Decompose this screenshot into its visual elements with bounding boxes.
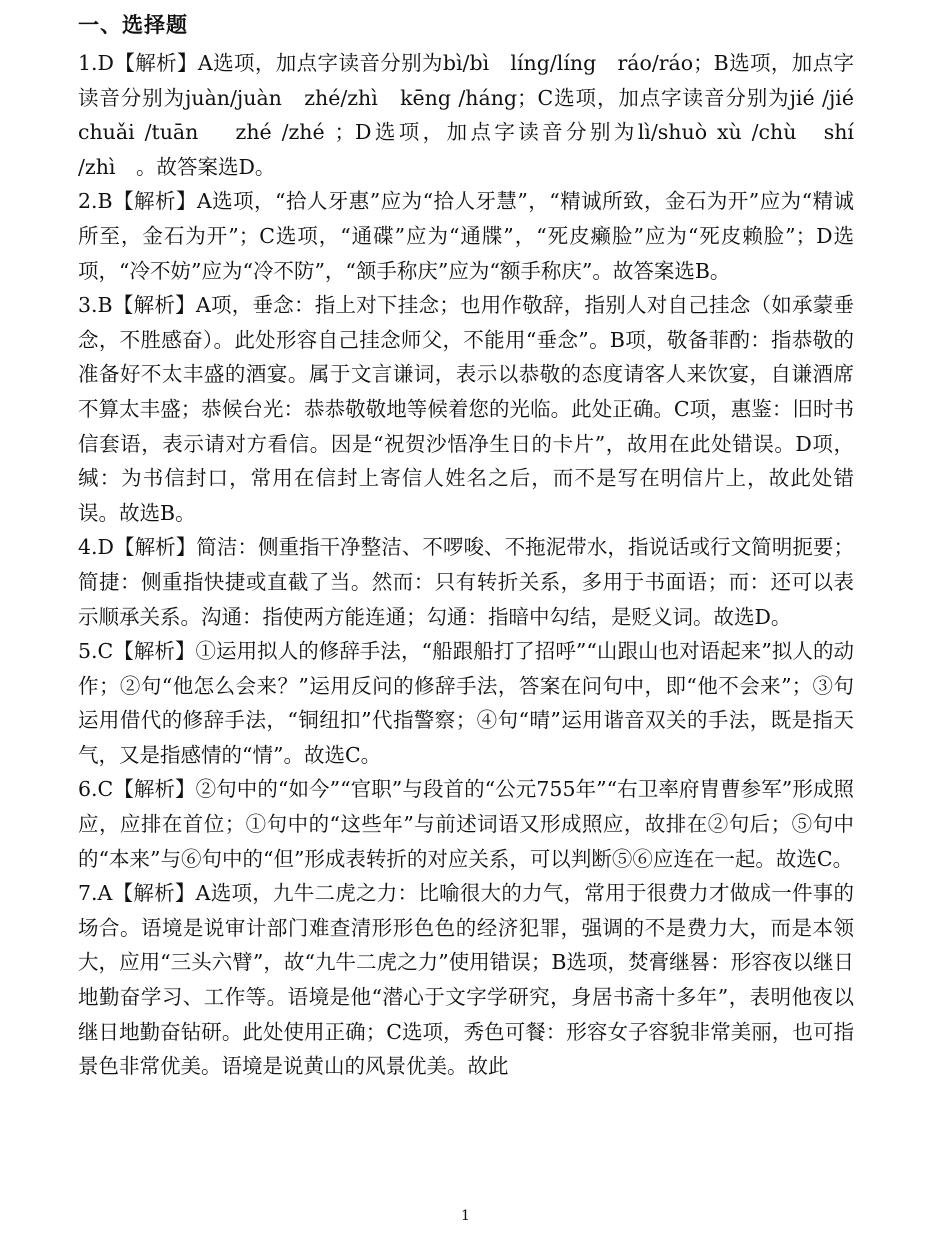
page-number: 1	[461, 1208, 470, 1224]
answer-item-2: 2.B【解析】A选项，“拾人牙惠”应为“拾人牙慧”，“精诚所致，金石为开”应为“精诚所至，金石为开”；C选项，“通碟”应为“通牒”，“死皮癞脸”应为“死皮赖脸”；D选项，“冷不妨”应为“冷不防”，“颔手称庆”应为“额手称庆”。故答案选B。	[78, 189, 854, 283]
answer-item-5: 5.C【解析】①运用拟人的修辞手法，“船跟船打了招呼”“山跟山也对语起来”拟人的动作；②句“他怎么会来？”运用反问的修辞手法，答案在问句中，即“他不会来”；③句运用借代的修辞手法，“铜纽扣”代指警察；④句“晴”运用谐音双关的手法，既是指天气，又是指感情的“情”。故选C。	[78, 639, 854, 767]
answer-item-7: 7.A【解析】A选项，九牛二虎之力：比喻很大的力气，常用于很费力才做成一件事的场合。语境是说审计部门难查清形形色色的经济犯罪，强调的不是费力大，而是本领大，应用“三头六臂”，故“九牛二虎之力”使用错误；B选项，焚膏继晷：形容夜以继日地勤奋学习、工作等。语境是他“潜心于文字学研究，身居书斋十多年”，表明他夜以继日地勤奋钻研。此处使用正确；C选项，秀色可餐：形容女子容貌非常美丽，也可指景色非常优美。语境是说黄山的风景优美。故此	[78, 881, 854, 1079]
answer-item-1: 1.D【解析】A选项，加点字读音分别为bì/bì líng/líng ráo/ráo；B选项，加点字读音分别为juàn/juàn zhé/zhì kēng /háng；C选项，加点字读音分别为jié /jié chuǎi /tuān zhé /zhé ；D选项，加点字读音分别为lì/shuò xù /chù shí /zhì 。故答案选D。	[78, 51, 875, 179]
section-title: 一、选择题	[78, 13, 188, 37]
answer-item-4: 4.D【解析】简洁：侧重指干净整洁、不啰唆、不拖泥带水，指说话或行文简明扼要；简捷：侧重指快捷或直截了当。然而：只有转折关系，多用于书面语；而：还可以表示顺承关系。沟通：指使两方能连通；勾通：指暗中勾结，是贬义词。故选D。	[78, 535, 854, 629]
answer-list	[78, 46, 875, 1084]
answer-item-6: 6.C【解析】②句中的“如今”“官职”与段首的“公元755年”“右卫率府胄曹参军”形成照应，应排在首位；①句中的“这些年”与前述词语又形成照应，故排在②句后；⑤句中的“本来”与⑥句中的“但”形成表转折的对应关系，可以判断⑤⑥应连在一起。故选C。	[78, 777, 854, 871]
answer-item-3: 3.B【解析】A项，垂念：指上对下挂念；也用作敬辞，指别人对自己挂念（如承蒙垂念，不胜感奋）。此处形容自己挂念师父，不能用“垂念”。B项，敬备菲酌：指恭敬的准备好不太丰盛的酒宴。属于文言谦词，表示以恭敬的态度请客人来饮宴，自谦酒席不算太丰盛；恭候台光：恭恭敬敬地等候着您的光临。此处正确。C项，惠鉴：旧时书信套语，表示请对方看信。因是“祝贺沙悟净生日的卡片”，故用在此处错误。D项，缄：为书信封口，常用在信封上寄信人姓名之后，而不是写在明信片上，故此处错误。故选B。	[78, 293, 854, 525]
